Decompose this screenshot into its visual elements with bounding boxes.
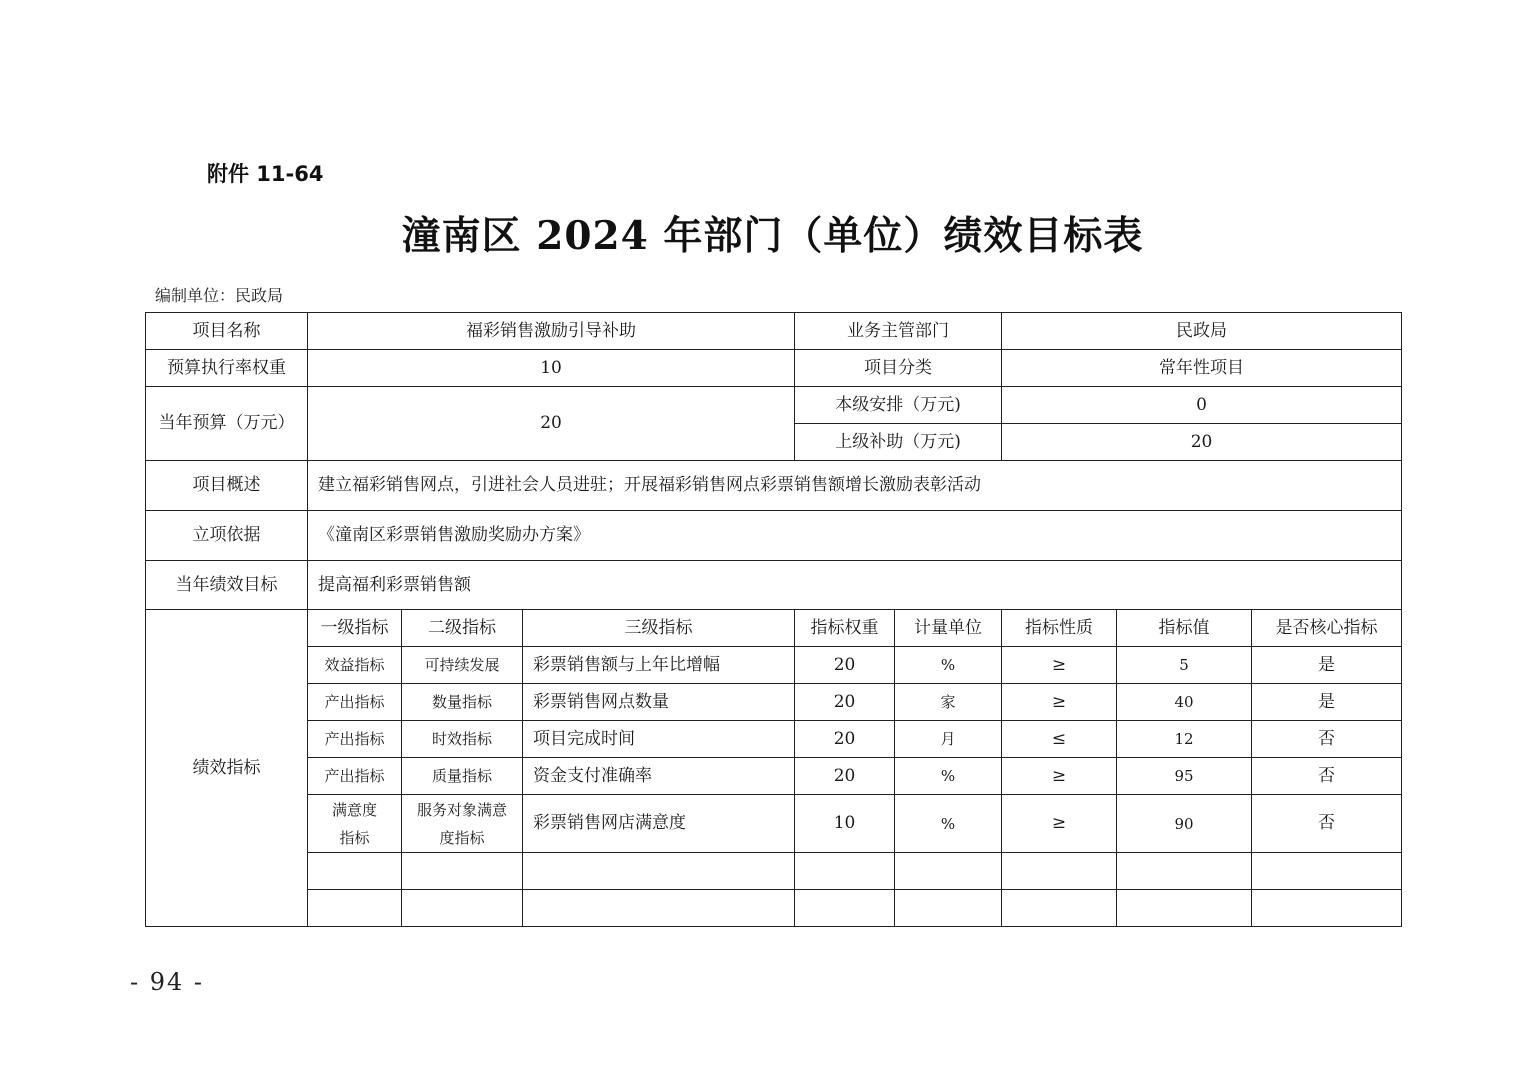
indicator-level2: 可持续发展 xyxy=(402,647,523,684)
indicator-nature: ≤ xyxy=(1002,721,1117,758)
indicator-core: 是 xyxy=(1252,647,1402,684)
indicator-unit: 月 xyxy=(895,721,1002,758)
indicator-row xyxy=(146,795,1402,853)
empty-row xyxy=(146,890,1402,927)
indicator-nature: ≥ xyxy=(1002,684,1117,721)
indicator-row xyxy=(146,758,1402,795)
indicator-weight: 10 xyxy=(795,795,895,853)
table-row xyxy=(146,350,1402,387)
indicator-level2-line2: 度指标 xyxy=(439,828,485,847)
indicator-weight: 20 xyxy=(795,647,895,684)
basis-label: 立项依据 xyxy=(146,511,308,561)
indicator-row xyxy=(146,684,1402,721)
col-header-core: 是否核心指标 xyxy=(1252,610,1402,647)
table-row xyxy=(146,561,1402,610)
indicator-core: 否 xyxy=(1252,721,1402,758)
indicator-value: 5 xyxy=(1117,647,1252,684)
indicator-level3: 彩票销售网店满意度 xyxy=(523,795,795,853)
col-header-nature: 指标性质 xyxy=(1002,610,1117,647)
page-title: 潼南区 2024 年部门（单位）绩效目标表 xyxy=(401,213,1144,259)
overview-value: 建立福彩销售网点，引进社会人员进驻；开展福彩销售网点彩票销售额增长激励表彰活动 xyxy=(308,461,1402,511)
empty-row xyxy=(146,853,1402,890)
indicator-unit: % xyxy=(895,795,1002,853)
budget-value: 20 xyxy=(308,387,795,461)
dept-value: 民政局 xyxy=(1002,313,1402,350)
table-row xyxy=(146,511,1402,561)
col-header-weight: 指标权重 xyxy=(795,610,895,647)
dept-label: 业务主管部门 xyxy=(795,313,1002,350)
goal-label: 当年绩效目标 xyxy=(146,561,308,610)
table-row xyxy=(146,387,1402,424)
indicator-unit: % xyxy=(895,647,1002,684)
indicator-level1-line2: 指标 xyxy=(339,828,370,847)
attachment-label: 附件 11-64 xyxy=(207,162,324,186)
indicator-unit: % xyxy=(895,758,1002,795)
indicator-level2: 质量指标 xyxy=(402,758,523,795)
upper-label: 上级补助（万元) xyxy=(795,424,1002,461)
indicator-core: 否 xyxy=(1252,795,1402,853)
project-name-label: 项目名称 xyxy=(146,313,308,350)
local-value: 0 xyxy=(1002,387,1402,424)
basis-value: 《潼南区彩票销售激励奖励办方案》 xyxy=(308,511,1402,561)
indicator-weight: 20 xyxy=(795,758,895,795)
indicator-level1 xyxy=(308,795,402,853)
indicator-value: 40 xyxy=(1117,684,1252,721)
indicator-core: 是 xyxy=(1252,684,1402,721)
goal-value: 提高福利彩票销售额 xyxy=(308,561,1402,610)
category-value: 常年性项目 xyxy=(1002,350,1402,387)
indicator-row xyxy=(146,647,1402,684)
budget-label: 当年预算（万元） xyxy=(146,387,308,461)
indicator-level1: 产出指标 xyxy=(308,758,402,795)
indicator-weight: 20 xyxy=(795,721,895,758)
indicators-label: 绩效指标 xyxy=(146,610,308,927)
col-header-level2: 二级指标 xyxy=(402,610,523,647)
indicator-level2: 数量指标 xyxy=(402,684,523,721)
project-name-value: 福彩销售激励引导补助 xyxy=(308,313,795,350)
indicator-level1: 效益指标 xyxy=(308,647,402,684)
indicator-level1: 产出指标 xyxy=(308,721,402,758)
indicator-level1-line1: 满意度 xyxy=(331,800,377,819)
col-header-level1: 一级指标 xyxy=(308,610,402,647)
page-number: - 94 - xyxy=(130,968,205,996)
weight-label: 预算执行率权重 xyxy=(146,350,308,387)
indicator-level3: 彩票销售额与上年比增幅 xyxy=(523,647,795,684)
indicator-core: 否 xyxy=(1252,758,1402,795)
indicator-value: 12 xyxy=(1117,721,1252,758)
indicator-level2: 时效指标 xyxy=(402,721,523,758)
indicator-level1: 产出指标 xyxy=(308,684,402,721)
indicator-level3: 彩票销售网点数量 xyxy=(523,684,795,721)
indicator-nature: ≥ xyxy=(1002,795,1117,853)
weight-value: 10 xyxy=(308,350,795,387)
table-row xyxy=(146,313,1402,350)
indicator-level3: 项目完成时间 xyxy=(523,721,795,758)
local-label: 本级安排（万元) xyxy=(795,387,1002,424)
indicator-value: 90 xyxy=(1117,795,1252,853)
indicator-level2-line1: 服务对象满意 xyxy=(416,800,507,819)
table-row xyxy=(146,461,1402,511)
compiling-unit: 编制单位：民政局 xyxy=(155,286,284,305)
indicator-unit: 家 xyxy=(895,684,1002,721)
category-label: 项目分类 xyxy=(795,350,1002,387)
indicator-weight: 20 xyxy=(795,684,895,721)
col-header-level3: 三级指标 xyxy=(523,610,795,647)
col-header-value: 指标值 xyxy=(1117,610,1252,647)
overview-label: 项目概述 xyxy=(146,461,308,511)
indicator-level2 xyxy=(402,795,523,853)
indicator-nature: ≥ xyxy=(1002,647,1117,684)
indicator-value: 95 xyxy=(1117,758,1252,795)
indicator-level3: 资金支付准确率 xyxy=(523,758,795,795)
indicator-row xyxy=(146,721,1402,758)
performance-target-table xyxy=(145,312,1402,927)
indicator-nature: ≥ xyxy=(1002,758,1117,795)
indicator-header-row xyxy=(146,610,1402,647)
upper-value: 20 xyxy=(1002,424,1402,461)
col-header-unit: 计量单位 xyxy=(895,610,1002,647)
